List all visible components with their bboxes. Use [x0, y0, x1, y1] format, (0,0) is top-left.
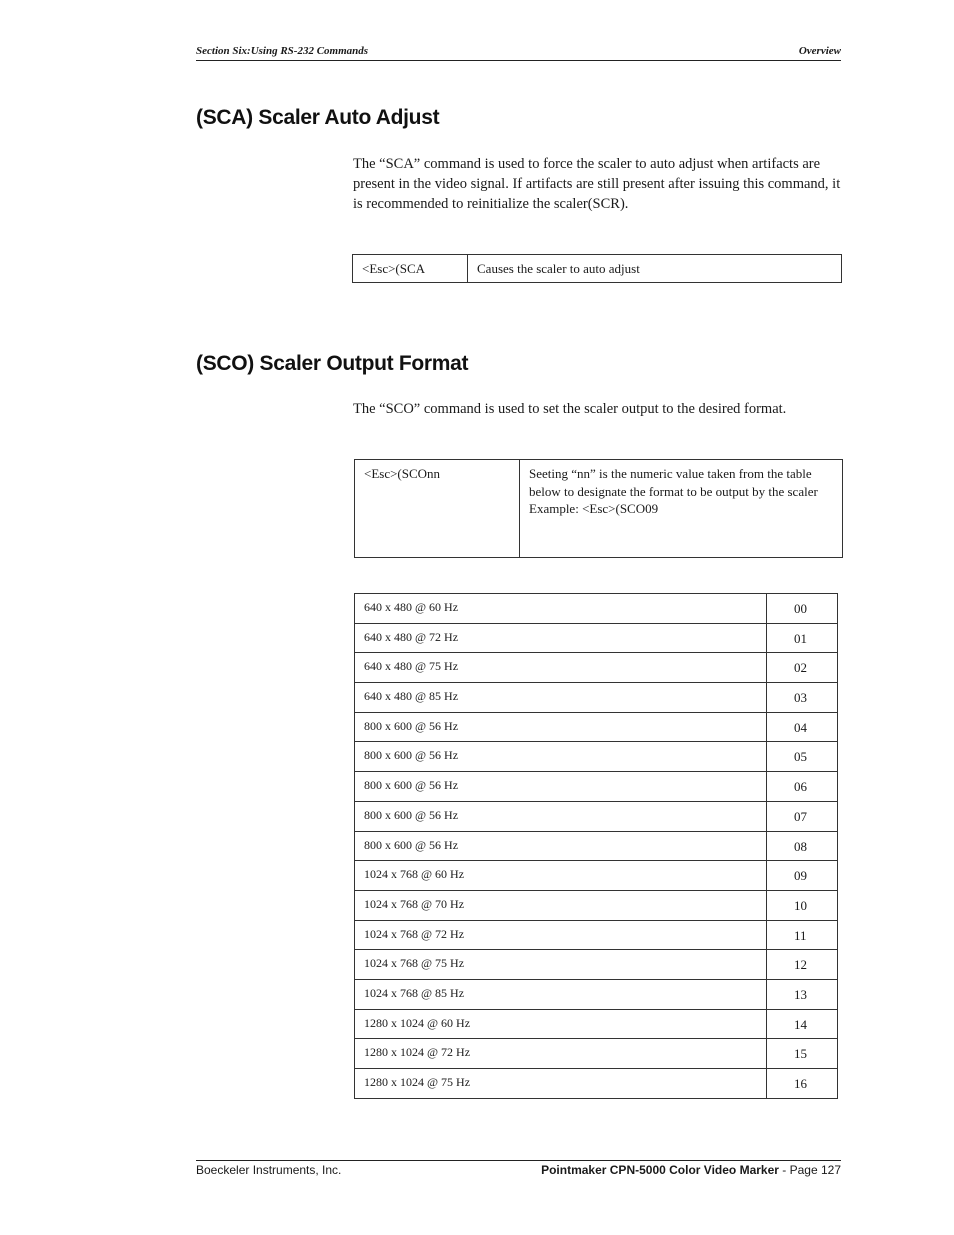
code-cell: 02 [767, 653, 838, 683]
format-cell: 1280 x 1024 @ 60 Hz [355, 1009, 767, 1039]
sco-description: The “SCO” command is used to set the scaler output to the desired format. [353, 401, 787, 417]
format-cell: 1024 x 768 @ 60 Hz [355, 861, 767, 891]
code-cell: 13 [767, 979, 838, 1009]
product-name: Pointmaker CPN-5000 Color Video Marker [541, 1163, 779, 1177]
format-cell: 1024 x 768 @ 85 Hz [355, 979, 767, 1009]
table-row [355, 920, 838, 950]
page-number: - Page 127 [778, 1163, 841, 1177]
code-cell: 08 [767, 831, 838, 861]
format-cell: 1024 x 768 @ 75 Hz [355, 950, 767, 980]
description-cell: Causes the scaler to auto adjust [468, 255, 842, 283]
sca-description: The “SCA” command is used to force the scaler to auto adjust when artifacts are present in the video signal. If artifacts are still present after issuing this command, it is recommended to reinitialize the scaler(SCR). [353, 156, 841, 212]
table-row [355, 772, 838, 802]
table-row [355, 950, 838, 980]
code-cell: 11 [767, 920, 838, 950]
description-line: Example: <Esc>(SCO09 [529, 501, 659, 516]
table-row [355, 742, 838, 772]
format-cell: 1024 x 768 @ 70 Hz [355, 890, 767, 920]
format-cell: 800 x 600 @ 56 Hz [355, 801, 767, 831]
code-cell: 14 [767, 1009, 838, 1039]
table-row [355, 712, 838, 742]
format-cell: 800 x 600 @ 56 Hz [355, 742, 767, 772]
table-row [355, 683, 838, 713]
code-cell: 12 [767, 950, 838, 980]
section-title: Section Six:Using RS-232 Commands [196, 45, 369, 57]
format-cell: 1280 x 1024 @ 75 Hz [355, 1069, 767, 1099]
table-row [355, 653, 838, 683]
table-row [355, 623, 838, 653]
sco-command-table [354, 459, 843, 558]
page-footer [196, 1160, 841, 1177]
format-cell: 1024 x 768 @ 72 Hz [355, 920, 767, 950]
code-cell: 16 [767, 1069, 838, 1099]
format-cell: 640 x 480 @ 85 Hz [355, 683, 767, 713]
table-row [355, 801, 838, 831]
table-row [355, 861, 838, 891]
format-cell: 800 x 600 @ 56 Hz [355, 772, 767, 802]
table-row [355, 890, 838, 920]
description-line: Seeting “nn” is the numeric value taken from the table [529, 466, 812, 481]
format-code-table [354, 593, 838, 1099]
description-cell [520, 460, 843, 558]
description-line: below to designate the format to be output by the scaler [529, 483, 818, 499]
sca-command-table [352, 254, 842, 283]
format-cell: 1280 x 1024 @ 72 Hz [355, 1039, 767, 1069]
format-cell: 640 x 480 @ 72 Hz [355, 623, 767, 653]
page-info [541, 1163, 841, 1177]
code-cell: 05 [767, 742, 838, 772]
table-row [355, 594, 838, 624]
code-cell: 03 [767, 683, 838, 713]
table-row [355, 831, 838, 861]
table-row [355, 1009, 838, 1039]
format-cell: 800 x 600 @ 56 Hz [355, 712, 767, 742]
table-row [353, 255, 842, 283]
topic-title: Overview [798, 45, 841, 57]
table-row [355, 460, 843, 558]
code-cell: 07 [767, 801, 838, 831]
sca-heading: (SCA) Scaler Auto Adjust [196, 106, 440, 129]
code-cell: 04 [767, 712, 838, 742]
code-cell: 10 [767, 890, 838, 920]
code-cell: 01 [767, 623, 838, 653]
command-cell: <Esc>(SCOnn [355, 460, 520, 558]
table-row [355, 1039, 838, 1069]
code-cell: 06 [767, 772, 838, 802]
company-name: Boeckeler Instruments, Inc. [196, 1163, 342, 1177]
format-cell: 800 x 600 @ 56 Hz [355, 831, 767, 861]
command-cell: <Esc>(SCA [353, 255, 468, 283]
page-header [196, 44, 841, 61]
code-cell: 15 [767, 1039, 838, 1069]
table-row [355, 1069, 838, 1099]
format-cell: 640 x 480 @ 60 Hz [355, 594, 767, 624]
code-cell: 09 [767, 861, 838, 891]
code-cell: 00 [767, 594, 838, 624]
sco-heading: (SCO) Scaler Output Format [196, 352, 469, 375]
format-cell: 640 x 480 @ 75 Hz [355, 653, 767, 683]
table-row [355, 979, 838, 1009]
